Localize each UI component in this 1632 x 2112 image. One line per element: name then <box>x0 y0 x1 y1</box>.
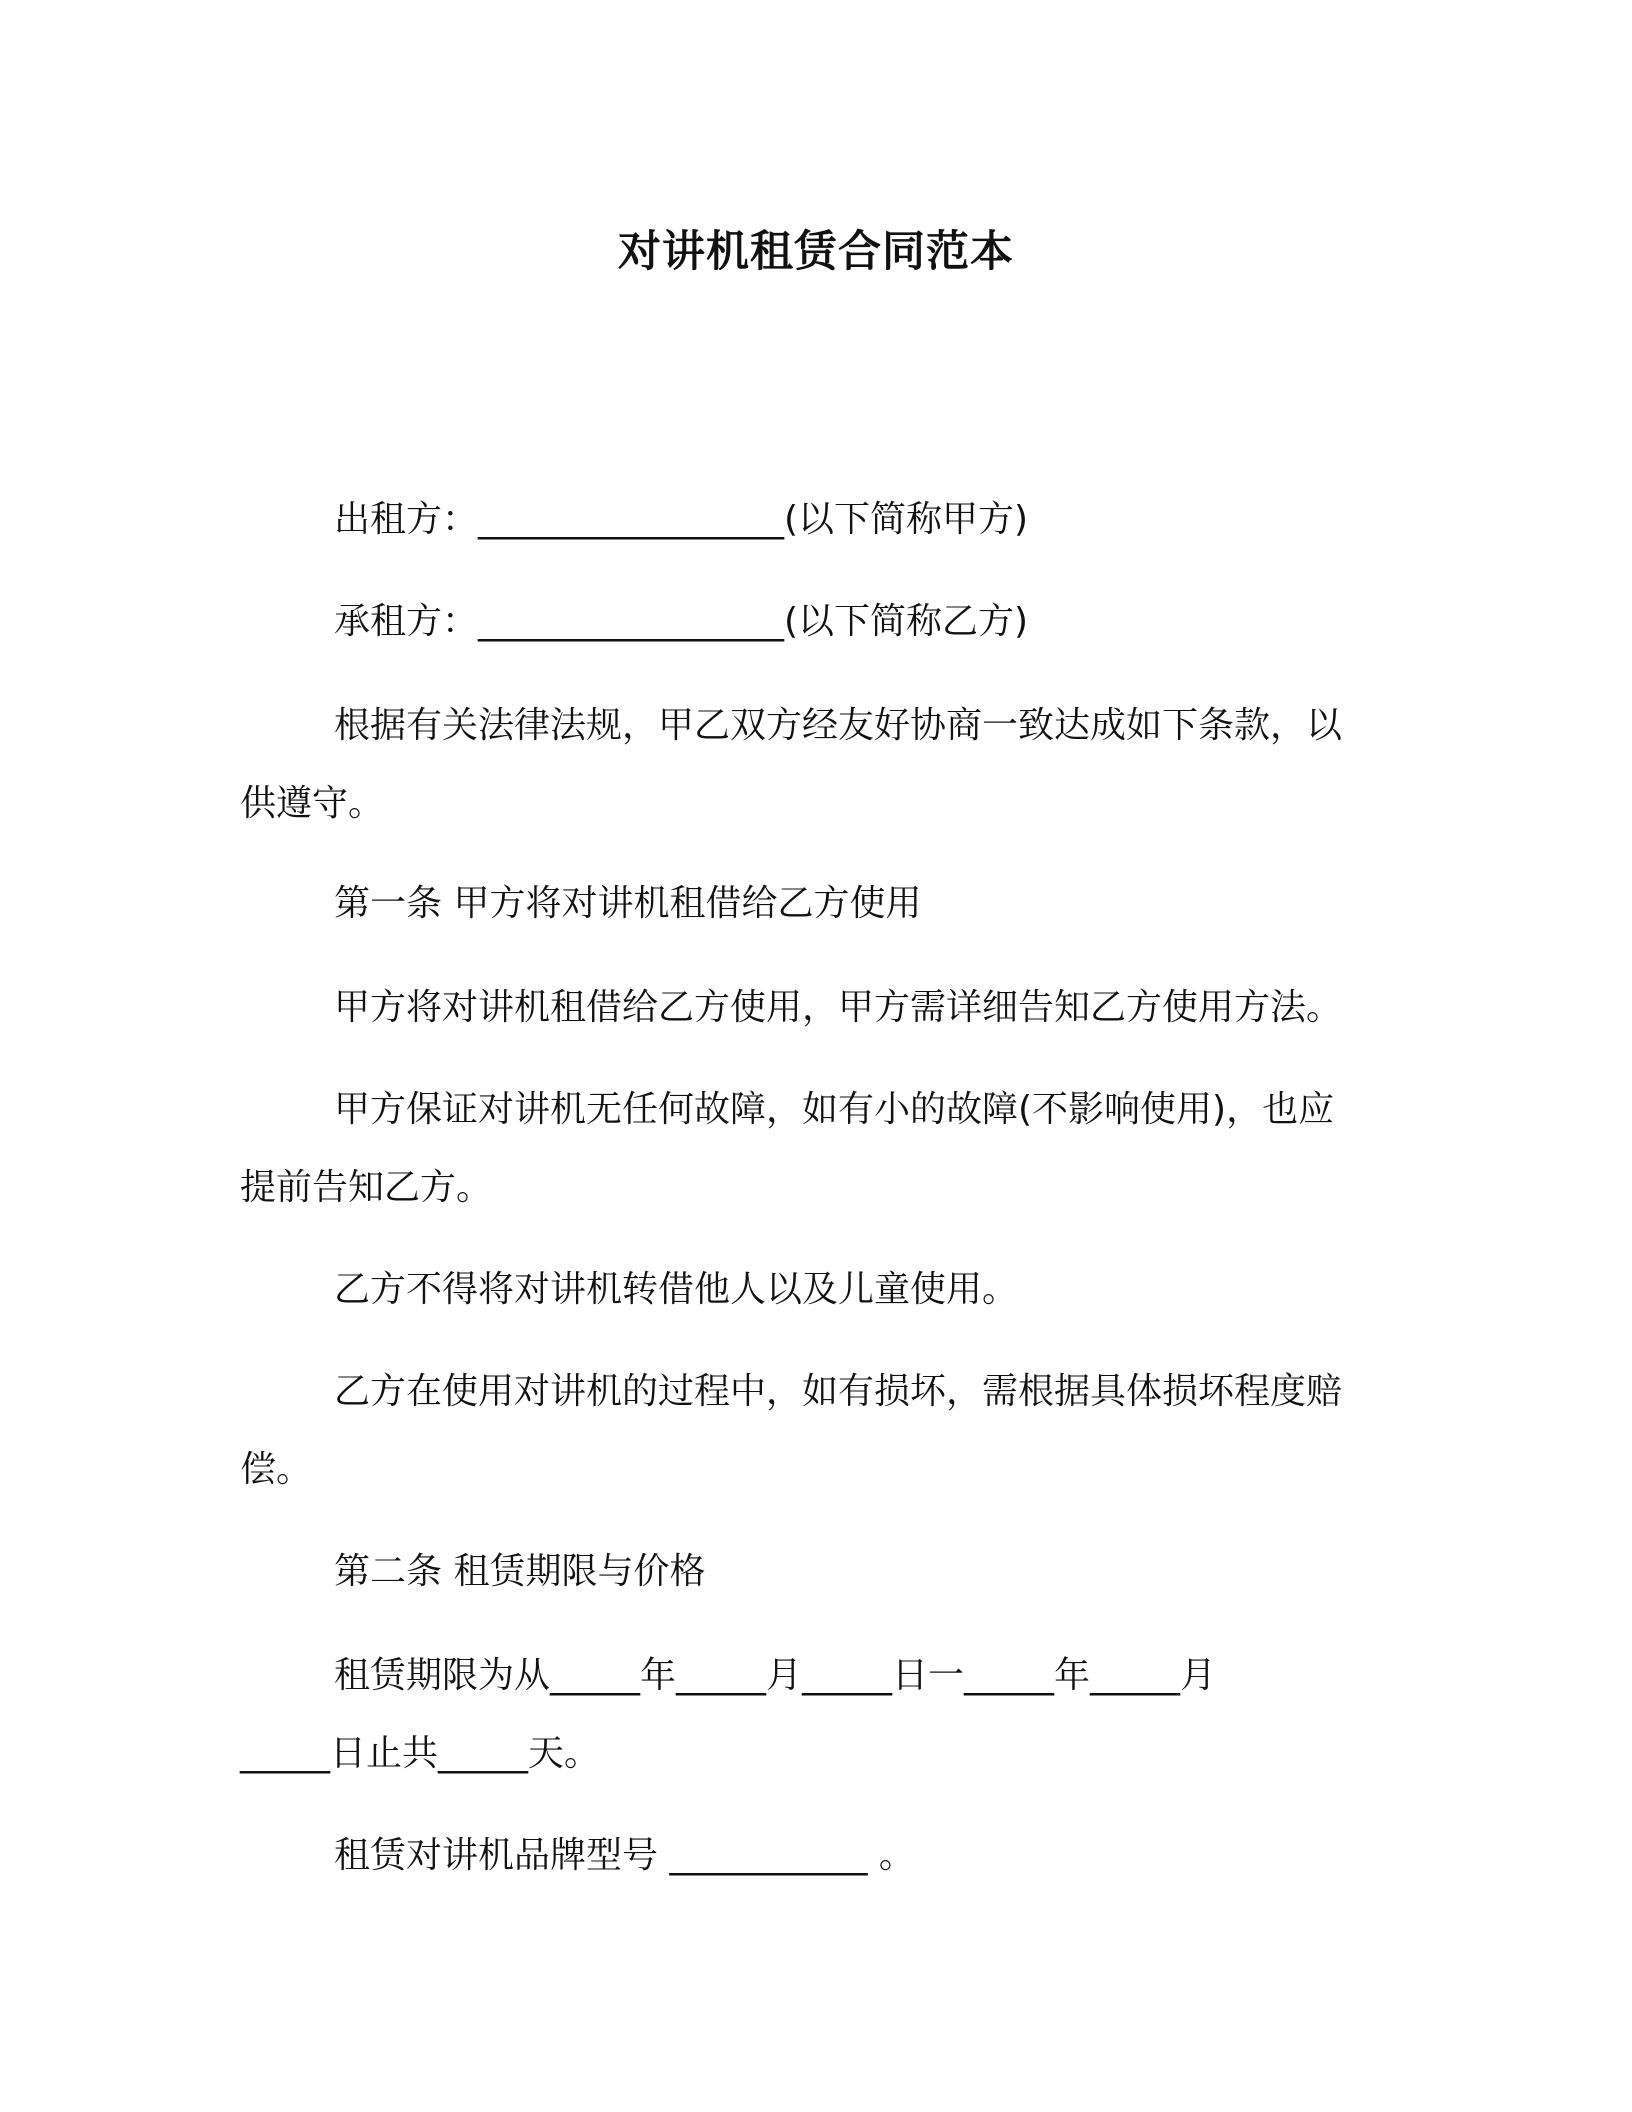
article-1-heading: 第一条 甲方将对讲机租借给乙方使用 <box>334 883 922 924</box>
lessor-line: 出租方：_________________(以下简称甲方) <box>334 499 1029 540</box>
article-2-heading: 第二条 租赁期限与价格 <box>334 1551 706 1592</box>
preamble-line-1: 根据有关法律法规，甲乙双方经友好协商一致达成如下条款，以 <box>334 705 1343 746</box>
article-1-clause-2-line-2: 提前告知乙方。 <box>240 1167 493 1208</box>
article-1-clause-1: 甲方将对讲机租借给乙方使用，甲方需详细告知乙方使用方法。 <box>334 987 1343 1028</box>
lease-term-line-2: _____日止共_____天。 <box>240 1733 601 1774</box>
preamble-line-2: 供遵守。 <box>240 783 385 824</box>
article-1-clause-4-line-2: 偿。 <box>240 1449 313 1490</box>
lessee-line: 承租方：_________________(以下简称乙方) <box>334 601 1029 642</box>
document-title: 对讲机租赁合同范本 <box>618 227 1014 277</box>
article-1-clause-4-line-1: 乙方在使用对讲机的过程中，如有损坏，需根据具体损坏程度赔 <box>334 1371 1343 1412</box>
model-line: 租赁对讲机品牌型号 ___________ 。 <box>334 1835 915 1876</box>
lease-term-line-1: 租赁期限为从_____年_____月_____日一_____年_____月 <box>334 1655 1217 1696</box>
article-1-clause-3: 乙方不得将对讲机转借他人以及儿童使用。 <box>334 1269 1019 1310</box>
article-1-clause-2-line-1: 甲方保证对讲机无任何故障，如有小的故障(不影响使用)，也应 <box>334 1089 1335 1130</box>
